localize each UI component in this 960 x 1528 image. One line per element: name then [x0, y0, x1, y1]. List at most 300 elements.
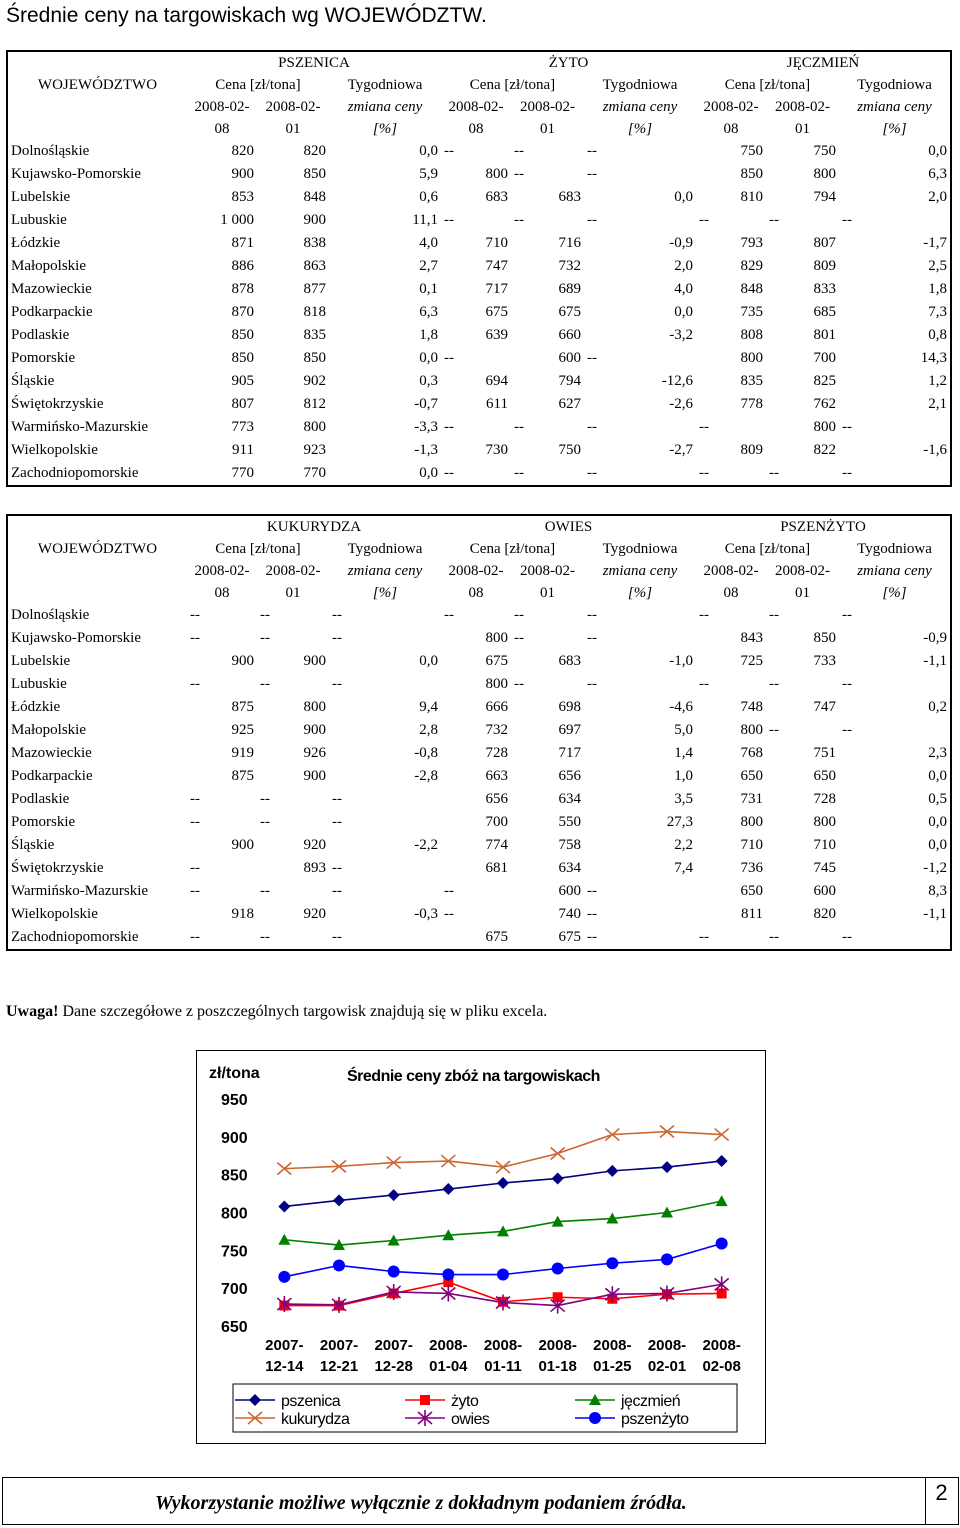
value-cell: 0,0 — [419, 350, 438, 366]
x-tick-label: 02-01 — [647, 1358, 687, 1375]
data-point — [278, 1200, 290, 1212]
region-cell: Zachodniopomorskie — [11, 465, 139, 481]
value-cell: -- — [332, 676, 342, 692]
value-cell: 5,9 — [419, 166, 438, 182]
value-cell: -- — [842, 419, 852, 435]
weekly-header: zmiana ceny — [857, 563, 932, 579]
data-point — [661, 1161, 673, 1173]
value-cell: -2,7 — [669, 442, 693, 458]
date-header: 01 — [540, 585, 555, 601]
value-cell: -- — [699, 607, 709, 623]
value-cell: 800 — [740, 814, 763, 830]
group-header: PSZENŻYTO — [780, 519, 866, 535]
weekly-header: [%] — [627, 121, 653, 137]
data-point — [716, 1195, 728, 1206]
value-cell: 900 — [231, 837, 254, 853]
region-cell: Warmińsko-Mazurskie — [11, 419, 149, 435]
value-cell: 810 — [740, 189, 763, 205]
table-row — [7, 673, 951, 696]
value-cell: 675 — [485, 653, 508, 669]
table-row — [7, 627, 951, 650]
date-header: 2008-02- — [775, 99, 830, 115]
value-cell: -2,6 — [669, 396, 693, 412]
date-header: 2008-02- — [520, 99, 575, 115]
x-tick-label: 2008- — [702, 1337, 741, 1354]
region-cell: Małopolskie — [11, 722, 86, 738]
legend-label: kukurydza — [281, 1411, 350, 1428]
data-point — [551, 1147, 565, 1159]
value-cell: 697 — [558, 722, 581, 738]
table-row — [7, 255, 951, 278]
value-cell: -- — [587, 350, 597, 366]
group-header: OWIES — [544, 519, 593, 535]
value-cell: -- — [190, 814, 200, 830]
value-cell: -- — [332, 607, 342, 623]
value-cell: 863 — [303, 258, 326, 274]
date-header: 08 — [468, 585, 484, 601]
value-cell: 835 — [303, 327, 326, 343]
value-cell: 650 — [740, 883, 763, 899]
region-cell: Lubuskie — [11, 676, 67, 692]
x-tick-label: 2007- — [265, 1337, 304, 1354]
value-cell: 0,0 — [419, 143, 438, 159]
date-header: 08 — [214, 121, 230, 137]
value-cell: 900 — [303, 212, 326, 228]
value-cell: -- — [444, 419, 454, 435]
value-cell: 1,8 — [928, 281, 947, 297]
data-point — [606, 1165, 618, 1177]
value-cell: 0,0 — [674, 304, 693, 320]
value-cell: -- — [514, 630, 524, 646]
value-cell: 660 — [558, 327, 581, 343]
data-point — [278, 1234, 290, 1245]
footer-text: Wykorzystanie możliwe wyłącznie z dokładnym podaniem źródła. — [155, 1492, 687, 1514]
value-cell: 900 — [231, 166, 254, 182]
value-cell: -0,9 — [923, 630, 947, 646]
x-tick-label: 2008- — [429, 1337, 468, 1354]
value-cell: -- — [514, 166, 524, 182]
value-cell: -- — [514, 465, 524, 481]
table-row — [7, 393, 951, 416]
value-cell: 732 — [485, 722, 508, 738]
region-cell: Śląskie — [11, 373, 55, 389]
date-header: 2008-02- — [703, 563, 759, 579]
value-cell: 807 — [231, 396, 254, 412]
value-cell: -- — [260, 814, 270, 830]
value-cell: -- — [190, 860, 200, 876]
value-cell: -- — [769, 929, 779, 945]
value-cell: 656 — [485, 791, 508, 807]
value-cell: -- — [514, 419, 524, 435]
value-cell: 634 — [558, 860, 581, 876]
value-cell: 848 — [740, 281, 763, 297]
value-cell: 656 — [558, 768, 581, 784]
date-header: 2008-02- — [448, 563, 504, 579]
price-header: Cena [zł/tona] — [469, 541, 556, 557]
value-cell: 807 — [813, 235, 836, 251]
weekly-header: zmiana ceny — [602, 99, 678, 115]
table-row — [7, 811, 951, 834]
legend-marker — [420, 1395, 430, 1405]
value-cell: -- — [587, 143, 597, 159]
value-cell: 745 — [813, 860, 836, 876]
date-header: 2008-02- — [520, 563, 575, 579]
value-cell: 750 — [813, 143, 836, 159]
value-cell: 900 — [303, 768, 326, 784]
value-cell: -- — [190, 883, 200, 899]
value-cell: -- — [699, 465, 709, 481]
value-cell: 0,5 — [928, 791, 947, 807]
value-cell: 681 — [485, 860, 508, 876]
date-header: 01 — [285, 121, 301, 137]
value-cell: -- — [190, 791, 200, 807]
value-cell: -- — [190, 929, 200, 945]
value-cell: 733 — [813, 653, 836, 669]
date-header: 01 — [795, 585, 810, 601]
price-table-1 — [6, 50, 952, 487]
table-row — [7, 232, 951, 255]
value-cell: 710 — [485, 235, 508, 251]
region-cell: Wielkopolskie — [11, 442, 98, 458]
value-cell: 717 — [485, 281, 508, 297]
value-cell: 550 — [558, 814, 581, 830]
value-cell: -0,3 — [414, 906, 438, 922]
value-cell: 820 — [813, 906, 836, 922]
value-cell: -- — [260, 676, 270, 692]
x-tick-label: 12-21 — [319, 1358, 359, 1375]
value-cell: 0,0 — [674, 189, 693, 205]
value-cell: 728 — [485, 745, 508, 761]
legend-label: owies — [451, 1411, 490, 1428]
value-cell: -- — [444, 607, 454, 623]
table-row — [7, 788, 951, 811]
y-tick-label: 750 — [221, 1243, 248, 1261]
value-cell: -- — [260, 630, 270, 646]
value-cell: 794 — [558, 373, 581, 389]
value-cell: 905 — [231, 373, 254, 389]
value-cell: 685 — [813, 304, 836, 320]
table-row — [7, 416, 951, 439]
value-cell: -- — [587, 419, 597, 435]
weekly-header: zmiana ceny — [857, 99, 932, 115]
value-cell: 848 — [303, 189, 326, 205]
value-cell: -- — [587, 929, 597, 945]
value-cell: 750 — [740, 143, 763, 159]
legend-marker — [589, 1412, 601, 1424]
value-cell: 808 — [740, 327, 763, 343]
weekly-header: zmiana ceny — [602, 563, 678, 579]
value-cell: 825 — [813, 373, 836, 389]
value-cell: 850 — [740, 166, 763, 182]
region-cell: Wielkopolskie — [11, 906, 98, 922]
value-cell: 694 — [485, 373, 508, 389]
region-cell: Dolnośląskie — [11, 607, 90, 623]
value-cell: 9,4 — [419, 699, 438, 715]
value-cell: 2,8 — [419, 722, 438, 738]
value-cell: -- — [444, 350, 454, 366]
value-cell: 0,0 — [928, 768, 947, 784]
value-cell: 850 — [303, 166, 326, 182]
y-tick-label: 800 — [221, 1205, 248, 1223]
y-tick-label: 850 — [221, 1167, 248, 1185]
value-cell: -- — [769, 722, 779, 738]
value-cell: 2,0 — [674, 258, 693, 274]
value-cell: 7,3 — [928, 304, 947, 320]
value-cell: 800 — [813, 814, 836, 830]
table-row — [7, 903, 951, 926]
y-tick-label: 700 — [221, 1281, 248, 1299]
value-cell: -- — [842, 212, 852, 228]
value-cell: -- — [587, 212, 597, 228]
region-cell: Mazowieckie — [11, 281, 92, 297]
value-cell: 0,6 — [419, 189, 438, 205]
value-cell: -- — [587, 465, 597, 481]
page-title: Średnie ceny na targowiskach wg WOJEWÓDZTW. — [6, 4, 487, 27]
date-header: 2008-02- — [194, 563, 250, 579]
region-cell: Podlaskie — [11, 791, 70, 807]
y-tick-label: 650 — [221, 1319, 248, 1336]
value-cell: 850 — [813, 630, 836, 646]
value-cell: -- — [842, 676, 852, 692]
data-point — [716, 1155, 728, 1167]
value-cell: 0,3 — [419, 373, 438, 389]
x-tick-label: 01-18 — [538, 1358, 577, 1375]
table-row — [7, 742, 951, 765]
data-point — [497, 1177, 509, 1189]
value-cell: -2,2 — [414, 837, 438, 853]
value-cell: 0,0 — [419, 465, 438, 481]
value-cell: -- — [332, 630, 342, 646]
value-cell: 800 — [740, 722, 763, 738]
value-cell: -- — [769, 212, 779, 228]
region-cell: Podlaskie — [11, 327, 70, 343]
value-cell: 1,4 — [674, 745, 693, 761]
value-cell: -- — [587, 906, 597, 922]
data-point — [661, 1253, 673, 1265]
series-line-jęczmień — [284, 1201, 721, 1245]
region-header: WOJEWÓDZTWO — [37, 541, 158, 557]
price-chart — [196, 1050, 766, 1444]
value-cell: 902 — [303, 373, 326, 389]
value-cell: 923 — [303, 442, 326, 458]
legend-label: pszenica — [281, 1393, 341, 1410]
table-row — [7, 324, 951, 347]
value-cell: 850 — [231, 350, 254, 366]
value-cell: 800 — [740, 350, 763, 366]
value-cell: -- — [260, 607, 270, 623]
value-cell: 911 — [232, 442, 254, 458]
value-cell: 675 — [485, 929, 508, 945]
value-cell: 800 — [303, 699, 326, 715]
value-cell: 800 — [485, 166, 508, 182]
region-cell: Lubuskie — [11, 212, 67, 228]
x-tick-label: 2008- — [538, 1337, 577, 1354]
value-cell: 725 — [740, 653, 763, 669]
value-cell: 747 — [485, 258, 508, 274]
value-cell: 875 — [231, 768, 254, 784]
value-cell: 2,0 — [928, 189, 947, 205]
value-cell: 611 — [486, 396, 508, 412]
data-point — [552, 1262, 564, 1274]
region-cell: Pomorskie — [11, 814, 76, 830]
x-tick-label: 12-14 — [265, 1358, 304, 1375]
value-cell: 800 — [813, 166, 836, 182]
table-row — [7, 650, 951, 673]
value-cell: 710 — [813, 837, 836, 853]
value-cell: -- — [699, 419, 709, 435]
data-point — [716, 1238, 728, 1250]
value-cell: 758 — [558, 837, 581, 853]
weekly-header: Tygodniowa — [602, 541, 678, 557]
value-cell: -0,7 — [414, 396, 438, 412]
value-cell: 751 — [813, 745, 836, 761]
date-header: 2008-02- — [265, 563, 321, 579]
data-point — [333, 1194, 345, 1206]
weekly-header: [%] — [627, 585, 653, 601]
value-cell: 1 000 — [220, 212, 254, 228]
value-cell: -- — [842, 607, 852, 623]
value-cell: 666 — [485, 699, 508, 715]
value-cell: -- — [260, 929, 270, 945]
value-cell: 683 — [485, 189, 508, 205]
value-cell: -12,6 — [661, 373, 693, 389]
x-tick-label: 01-25 — [593, 1358, 632, 1375]
value-cell: -- — [444, 883, 454, 899]
date-header: 2008-02- — [448, 99, 504, 115]
value-cell: -- — [769, 607, 779, 623]
region-cell: Łódzkie — [11, 235, 61, 251]
value-cell: 774 — [485, 837, 508, 853]
value-cell: -- — [699, 212, 709, 228]
value-cell: 4,0 — [419, 235, 438, 251]
value-cell: 675 — [558, 929, 581, 945]
value-cell: 809 — [740, 442, 763, 458]
value-cell: 773 — [231, 419, 254, 435]
value-cell: 900 — [303, 722, 326, 738]
data-point — [442, 1183, 454, 1195]
value-cell: 870 — [231, 304, 254, 320]
x-tick-label: 02-08 — [702, 1358, 741, 1375]
value-cell: 663 — [485, 768, 508, 784]
weekly-header: Tygodniowa — [602, 77, 678, 93]
date-header: 2008-02- — [194, 99, 250, 115]
region-cell: Świętokrzyskie — [11, 396, 104, 412]
value-cell: 818 — [303, 304, 326, 320]
value-cell: -- — [444, 906, 454, 922]
value-cell: 0,0 — [928, 814, 947, 830]
value-cell: -- — [587, 166, 597, 182]
value-cell: 634 — [558, 791, 581, 807]
x-tick-label: 2008- — [647, 1337, 687, 1354]
value-cell: 920 — [303, 837, 326, 853]
date-header: 01 — [795, 121, 810, 137]
value-cell: 700 — [485, 814, 508, 830]
value-cell: 675 — [558, 304, 581, 320]
region-cell: Warmińsko-Mazurskie — [11, 883, 149, 899]
value-cell: 0,0 — [419, 653, 438, 669]
price-header: Cena [zł/tona] — [724, 77, 811, 93]
value-cell: 1,2 — [928, 373, 947, 389]
x-tick-label: 2008- — [593, 1337, 632, 1354]
price-table-2 — [6, 514, 952, 951]
chart-title: Średnie ceny zbóż na targowiskach — [347, 1068, 600, 1085]
value-cell: 710 — [740, 837, 763, 853]
value-cell: 794 — [813, 189, 836, 205]
region-cell: Lubelskie — [11, 189, 71, 205]
value-cell: 2,5 — [928, 258, 947, 274]
value-cell: 1,8 — [419, 327, 438, 343]
value-cell: 770 — [303, 465, 326, 481]
value-cell: -1,0 — [669, 653, 693, 669]
price-header: Cena [zł/tona] — [724, 541, 811, 557]
value-cell: 768 — [740, 745, 763, 761]
value-cell: 801 — [813, 327, 836, 343]
value-cell: -- — [514, 143, 524, 159]
value-cell: 4,0 — [674, 281, 693, 297]
region-cell: Kujawsko-Pomorskie — [11, 166, 141, 182]
table-row — [7, 301, 951, 324]
region-cell: Podkarpackie — [11, 304, 93, 320]
value-cell: -- — [842, 465, 852, 481]
value-cell: 731 — [740, 791, 763, 807]
region-cell: Kujawsko-Pomorskie — [11, 630, 141, 646]
table-row — [7, 880, 951, 903]
value-cell: 11,1 — [412, 212, 438, 228]
value-cell: 747 — [813, 699, 836, 715]
value-cell: 0,0 — [928, 143, 947, 159]
data-point — [333, 1259, 345, 1271]
date-header: 01 — [540, 121, 555, 137]
table-row — [7, 857, 951, 880]
price-header: Cena [zł/tona] — [469, 77, 556, 93]
value-cell: 900 — [231, 653, 254, 669]
value-cell: 877 — [303, 281, 326, 297]
value-cell: 600 — [813, 883, 836, 899]
value-cell: -0,8 — [414, 745, 438, 761]
footer — [2, 1477, 926, 1525]
region-cell: Podkarpackie — [11, 768, 93, 784]
table-row — [7, 370, 951, 393]
value-cell: -- — [587, 676, 597, 692]
data-point — [278, 1271, 290, 1283]
y-tick-label: 900 — [221, 1129, 248, 1147]
weekly-header: zmiana ceny — [347, 563, 423, 579]
price-header: Cena [zł/tona] — [215, 541, 301, 557]
region-cell: Lubelskie — [11, 653, 71, 669]
series-line-kukurydza — [284, 1132, 721, 1169]
value-cell: 800 — [813, 419, 836, 435]
value-cell: -1,6 — [923, 442, 947, 458]
value-cell: -- — [332, 883, 342, 899]
value-cell: 835 — [740, 373, 763, 389]
data-point — [606, 1257, 618, 1269]
weekly-header: Tygodniowa — [857, 77, 932, 93]
weekly-header: [%] — [882, 121, 907, 137]
data-point — [442, 1269, 454, 1281]
value-cell: 2,1 — [928, 396, 947, 412]
value-cell: 683 — [558, 189, 581, 205]
date-header: 08 — [723, 585, 739, 601]
value-cell: 811 — [741, 906, 763, 922]
table-row — [7, 462, 951, 486]
value-cell: -- — [332, 860, 342, 876]
legend-label: pszenżyto — [621, 1411, 689, 1428]
page-number: 2 — [925, 1477, 959, 1525]
value-cell: 1,0 — [674, 768, 693, 784]
value-cell: 925 — [231, 722, 254, 738]
value-cell: 730 — [485, 442, 508, 458]
date-header: 08 — [214, 585, 230, 601]
